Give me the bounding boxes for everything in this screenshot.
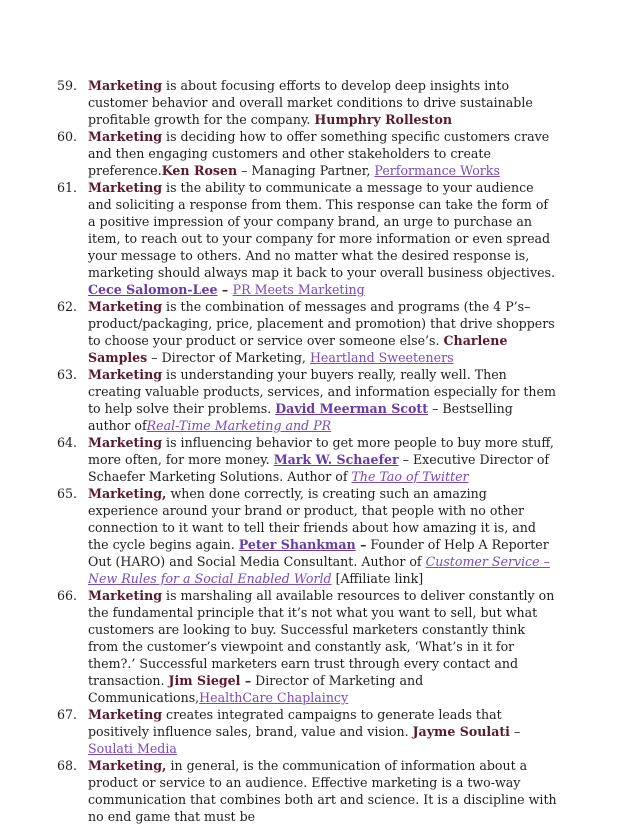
body-text: is deciding how to offer something specific customers crave and then engaging customers and other stakeholders to create preference. (88, 129, 550, 178)
body-text: creates integrated campaigns to generate leads that positively influence sales, brand, value and vision. (88, 707, 502, 739)
item-number: 63. (57, 367, 78, 382)
book-link[interactable]: The Tao of Twitter (351, 469, 469, 484)
item-number: 67. (57, 707, 78, 722)
list-item (57, 485, 557, 587)
keyword: Marketing (88, 129, 163, 144)
author-name: Ken Rosen (161, 163, 238, 178)
body-text: in general, is the communication of information about a product or service to an audience. Effective marketing is a two-way communication that combines both art and science. It is a discipline with no end game that must be (88, 758, 557, 824)
link[interactable]: Performance Works (374, 163, 500, 178)
book-link[interactable]: Real-Time Marketing and PR (146, 418, 332, 433)
author-link[interactable]: Mark W. Schaefer (273, 452, 399, 467)
item-number: 60. (57, 129, 78, 144)
body-text: is influencing behavior to get more people to buy more stuff, more often, for more money. (88, 435, 554, 467)
author-name: Humphry Rolleston (314, 112, 452, 127)
list-item (57, 757, 557, 825)
list-item (57, 434, 557, 485)
item-number: 61. (57, 180, 78, 195)
item-number: 68. (57, 758, 78, 773)
link[interactable]: HealthCare Chaplaincy (199, 690, 349, 705)
list-item (57, 298, 557, 366)
author-link[interactable]: Cece Salomon-Lee (88, 282, 218, 297)
keyword: Marketing (88, 78, 163, 93)
body-text: Director of Marketing and Communications, (88, 673, 424, 705)
author-name: – (355, 537, 367, 552)
item-number: 59. (57, 78, 78, 93)
body-text: – (509, 724, 521, 739)
item-number: 62. (57, 299, 78, 314)
body-text: when done correctly, is creating such an amazing experience around your brand or product, that people with no other connection to it want to tell their friends about how amazing it is, and the cycle begins again. (88, 486, 536, 552)
author-name: Jim Siegel – (168, 673, 252, 688)
item-number: 65. (57, 486, 78, 501)
keyword: Marketing (88, 367, 163, 382)
keyword: Marketing (88, 180, 163, 195)
author-link[interactable]: Peter Shankman (238, 537, 356, 552)
body-text: – Managing Partner, (237, 163, 375, 178)
list-item (57, 128, 557, 179)
link[interactable]: Heartland Sweeteners (309, 350, 454, 365)
keyword: Marketing (88, 435, 163, 450)
keyword: Marketing (88, 299, 163, 314)
list-item (57, 706, 557, 757)
body-text: is about focusing efforts to develop deep insights into customer behavior and overall market conditions to drive sustainable profitable growth for the company. (88, 78, 533, 127)
keyword: Marketing, (88, 486, 167, 501)
list-item (57, 77, 557, 128)
item-number: 64. (57, 435, 78, 450)
body-text: is understanding your buyers really, really well. Then creating valuable products, services, and information especially for them to help solve their problems. (88, 367, 556, 416)
link[interactable]: PR Meets Marketing (232, 282, 365, 297)
body-text: Founder of Help A Reporter Out (HARO) and Social Media Consultant. Author of (88, 537, 549, 569)
list-item (57, 179, 557, 298)
body-text: – Director of Marketing, (147, 350, 310, 365)
link[interactable]: Soulati Media (88, 741, 177, 756)
author-name: – (217, 282, 233, 297)
list-item (57, 366, 557, 434)
body-text: is the combination of messages and programs (the 4 P’s– product/packaging, price, placement and promotion) that drive shoppers to choose your product or service over someone else’s. (88, 299, 555, 348)
author-link[interactable]: David Meerman Scott (275, 401, 429, 416)
keyword: Marketing (88, 707, 163, 722)
keyword: Marketing, (88, 758, 167, 773)
body-text: [Affiliate link] (331, 571, 424, 586)
body-text: – Executive Director of Schaefer Marketing Solutions. Author of (88, 452, 550, 484)
definitions-list (57, 77, 557, 825)
item-number: 66. (57, 588, 78, 603)
list-item (57, 587, 557, 706)
author-name: Jayme Soulati (412, 724, 510, 739)
body-text: is marshaling all available resources to deliver constantly on the fundamental principle that it’s not what you want to sell, but what customers are looking to buy. Successful marketers constantly think from the customer’s viewpoint and constantly ask, ‘What’s in it for them?.’ Successful marketers earn trust through every contact and transaction. (88, 588, 555, 688)
book-link[interactable]: Customer Service – New Rules for a Social Enabled World (88, 554, 550, 586)
keyword: Marketing (88, 588, 163, 603)
author-name: Charlene Samples (88, 333, 508, 365)
body-text: is the ability to communicate a message to your audience and soliciting a response from them. This response can take the form of a positive impression of your company brand, an urge to purchase an item, to reach out to your company for more information or even spread your message to others. And no matter what the desired response is, marketing should always map it back to your overall business objectives. (88, 180, 555, 280)
body-text: – Bestselling author of (88, 401, 513, 433)
